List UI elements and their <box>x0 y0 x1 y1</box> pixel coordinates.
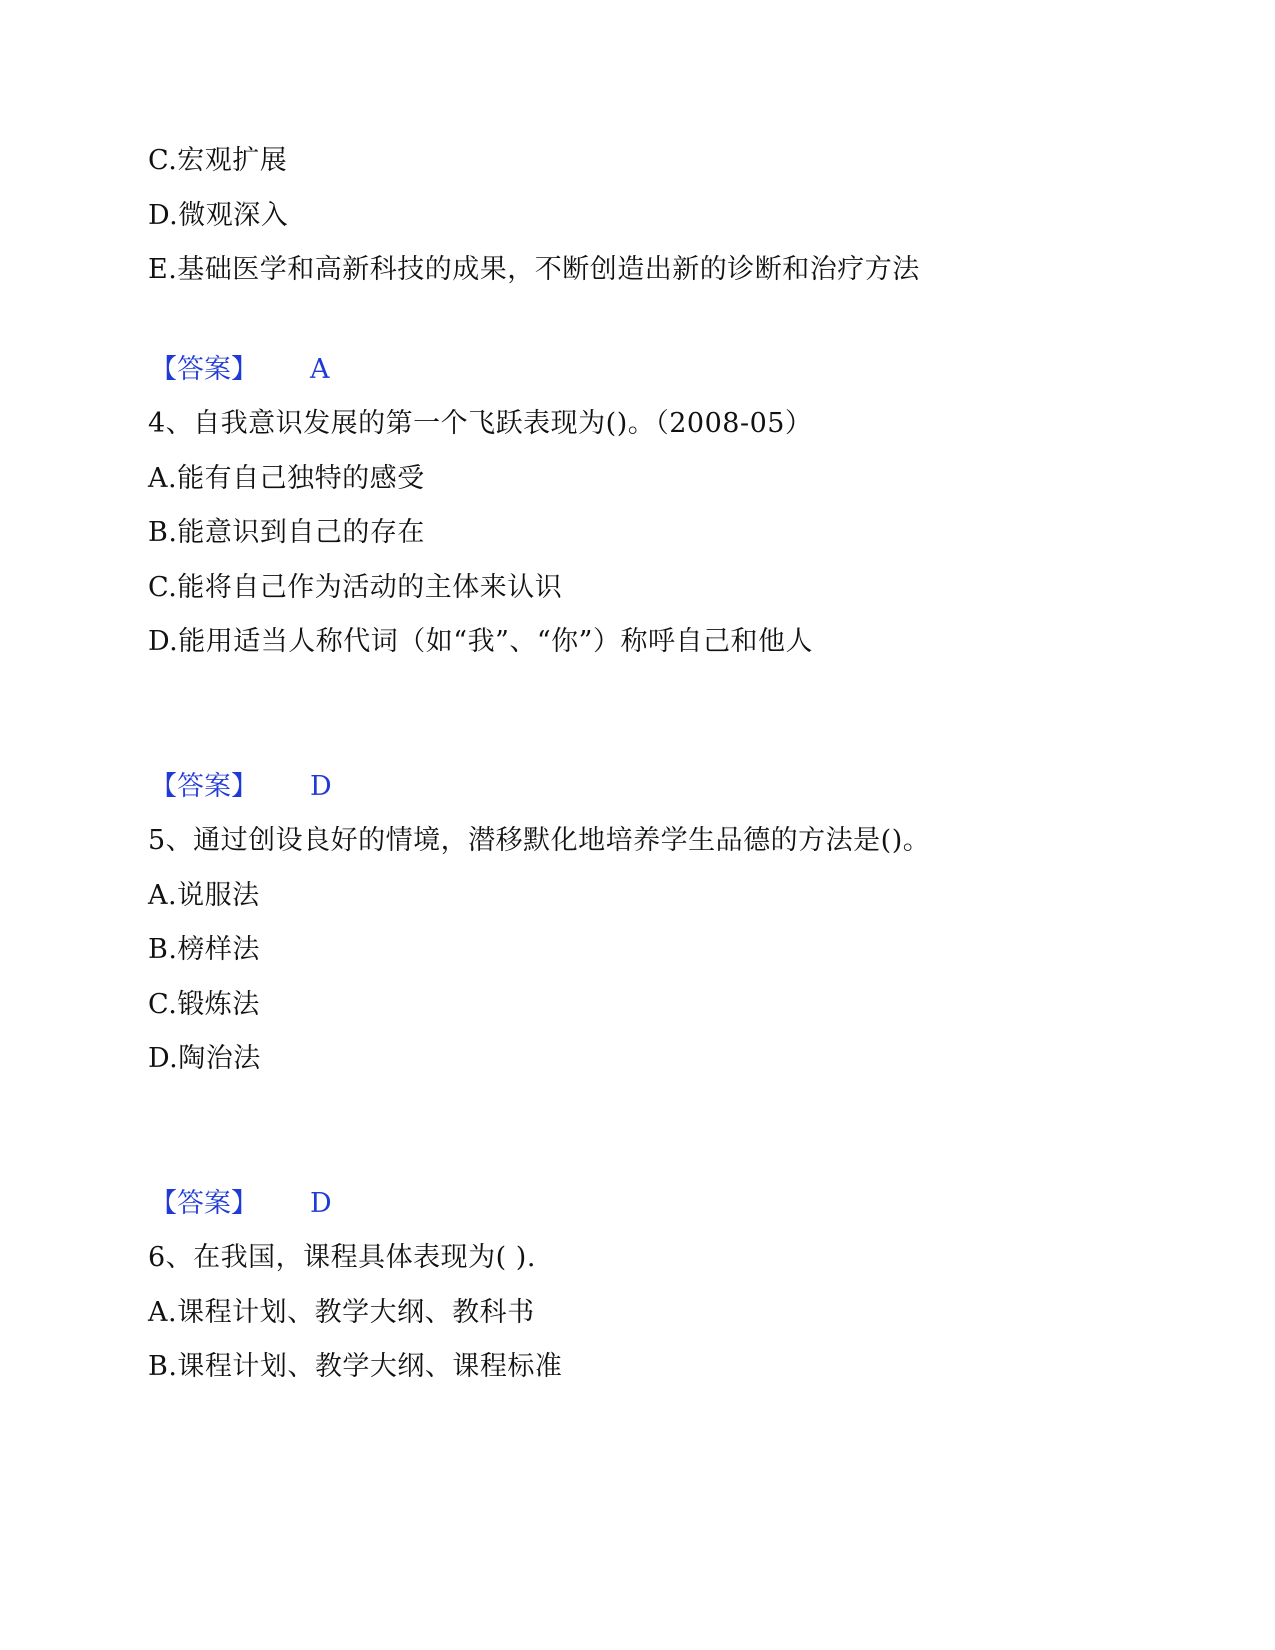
q4-option-d: D.能用适当人称代词（如“我”、“你”）称呼自己和他人 <box>148 626 813 657</box>
answer-label: 【答案】 <box>150 771 258 802</box>
q6-option-b: B.课程计划、教学大纲、课程标准 <box>148 1351 563 1382</box>
q3-option-e: E.基础医学和高新科技的成果，不断创造出新的诊断和治疗方法 <box>148 254 920 285</box>
q5-option-c: C.锻炼法 <box>148 989 260 1020</box>
q4-question: 4、自我意识发展的第一个飞跃表现为()。（2008-05） <box>148 408 813 439</box>
q5-question: 5、通过创设良好的情境，潜移默化地培养学生品德的方法是()。 <box>148 825 931 856</box>
q3-answer <box>150 352 330 388</box>
answer-value: A <box>310 354 330 385</box>
q6-question: 6、在我国，课程具体表现为( ). <box>148 1242 536 1273</box>
q3-option-d: D.微观深入 <box>148 200 289 231</box>
q5-option-d: D.陶治法 <box>148 1043 261 1074</box>
q6-option-a: A.课程计划、教学大纲、教科书 <box>148 1297 535 1328</box>
q5-option-b: B.榜样法 <box>148 934 260 965</box>
q4-answer <box>150 769 332 805</box>
answer-value: D <box>310 771 332 802</box>
q5-option-a: A.说服法 <box>148 880 260 911</box>
answer-value: D <box>310 1188 332 1219</box>
q5-answer <box>150 1186 332 1222</box>
q4-option-b: B.能意识到自己的存在 <box>148 517 425 548</box>
answer-label: 【答案】 <box>150 354 258 385</box>
q3-option-c: C.宏观扩展 <box>148 145 288 176</box>
q4-option-c: C.能将自己作为活动的主体来认识 <box>148 572 563 603</box>
answer-label: 【答案】 <box>150 1188 258 1219</box>
q4-option-a: A.能有自己独特的感受 <box>148 463 425 494</box>
